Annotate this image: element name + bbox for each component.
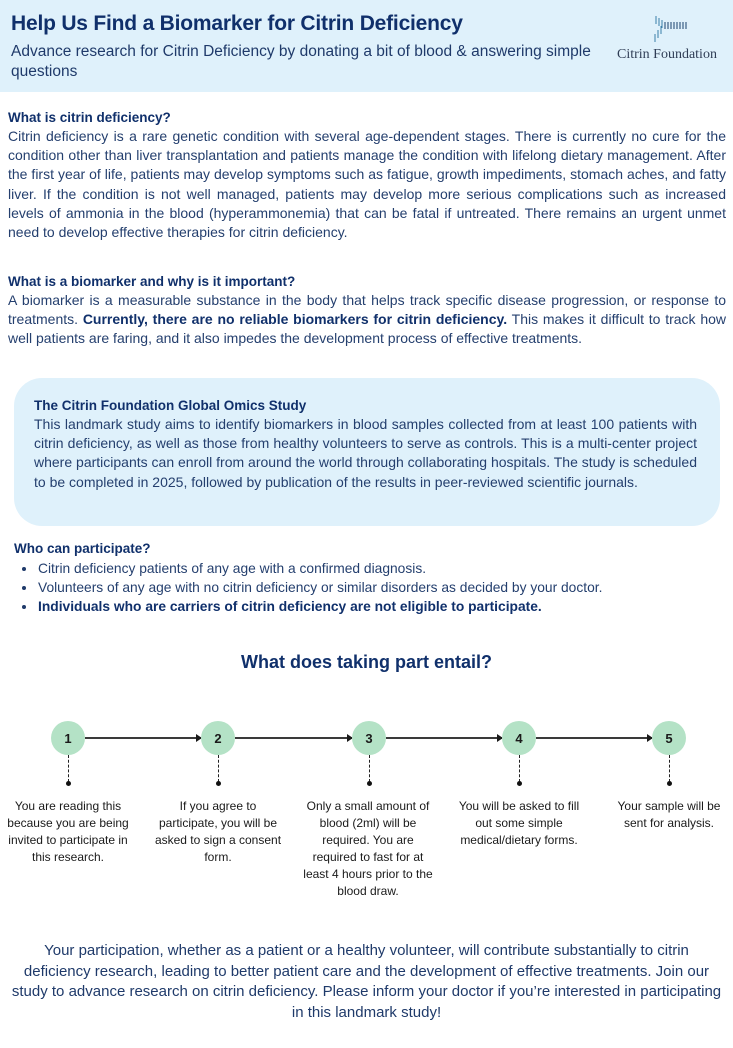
dashed-connector xyxy=(519,755,520,782)
step-4-description: You will be asked to fill out some simple medical/dietary forms. xyxy=(458,799,580,847)
dashed-connector xyxy=(68,755,69,782)
biomarker-body-text: A biomarker is a measurable substance in the body that helps track specific disease progression, or response to treatments. xyxy=(8,292,726,328)
connector-dot-icon xyxy=(367,781,372,786)
study-callout-box xyxy=(14,378,720,526)
barcode-bars-icon xyxy=(652,14,692,44)
eligibility-item: Citrin deficiency patients of any age with a confirmed diagnosis. xyxy=(14,559,714,578)
biomarker-section xyxy=(8,272,726,349)
biomarker-heading: What is a biomarker and why is it important? xyxy=(8,274,296,289)
step-3-description: Only a small amount of blood (2ml) will be required. You are required to fast for at least 4 hours prior to the blood draw. xyxy=(303,799,433,898)
page-subtitle: Advance research for Citrin Deficiency by donating a bit of blood & answering simple questions xyxy=(11,43,591,80)
arrow-right-icon xyxy=(536,737,652,739)
who-heading: Who can participate? xyxy=(14,541,151,556)
connector-dot-icon xyxy=(517,781,522,786)
connector-dot-icon xyxy=(667,781,672,786)
study-body: This landmark study aims to identify biomarkers in blood samples collected from at least 100 patients with citrin deficiency, as well as those from healthy volunteers to serve as controls. This is a multi-center project where participants can enroll from around the world through collaborating hospitals. The study is scheduled to be completed in 2025, followed by publication of the results in peer-reviewed scientific journals. xyxy=(34,416,697,490)
step-5-circle: 5 xyxy=(652,721,686,755)
closing-statement: Your participation, whether as a patient or a healthy volunteer, will contribute substantially to citrin deficiency research, leading to better patient care and the development of effective treatments. Join our study to advance research on citrin deficiency. Please inform your doctor if you’re interested in participating in this landmark study! xyxy=(11,942,722,1021)
dashed-connector xyxy=(669,755,670,782)
arrow-right-icon xyxy=(85,737,201,739)
step-2-circle: 2 xyxy=(201,721,235,755)
entail-heading: What does taking part entail? xyxy=(240,652,493,672)
dashed-connector xyxy=(369,755,370,782)
header-banner xyxy=(0,0,733,92)
step-1-circle: 1 xyxy=(51,721,85,755)
biomarker-emphasis: Currently, there are no reliable biomarkers for citrin deficiency. xyxy=(82,311,508,328)
eligibility-list xyxy=(14,559,714,616)
step-1-description: You are reading this because you are being invited to participate in this research. xyxy=(7,799,129,864)
step-2-description: If you agree to participate, you will be asked to sign a consent form. xyxy=(154,799,282,864)
step-4-circle: 4 xyxy=(502,721,536,755)
biomarker-body xyxy=(8,291,726,349)
eligibility-item-exclusion: Individuals who are carriers of citrin deficiency are not eligible to participate. xyxy=(14,597,714,616)
citrin-foundation-logo xyxy=(610,14,730,66)
dashed-connector xyxy=(218,755,219,782)
eligibility-item: Volunteers of any age with no citrin deficiency or similar disorders as decided by your doctor. xyxy=(14,578,714,597)
step-3-circle: 3 xyxy=(352,721,386,755)
step-5-description: Your sample will be sent for analysis. xyxy=(617,799,721,830)
what-is-body: Citrin deficiency is a rare genetic condition with several age-dependent stages. There is currently no cure for the condition other than liver transplantation and patients manage the condition with lifelong dietary management. After the first year of life, patients may develop symptoms such as fatigue, growth impediments, stomach aches, and fatty liver. If the condition is not well managed, patients may develop more serious complications such as increased levels of ammonia in the blood (hyperammonemia) that can be fatal if untreated. There remains an urgent unmet need to develop effective therapies for citrin deficiency. xyxy=(8,128,726,241)
logo-text: Citrin Foundation xyxy=(617,47,717,62)
who-can-participate-section xyxy=(14,539,714,616)
connector-dot-icon xyxy=(66,781,71,786)
biomarker-body-text-end: This makes it difficult to track how well patients are faring, and it also impedes the development process of effective treatments. xyxy=(8,311,726,347)
what-is-heading: What is citrin deficiency? xyxy=(8,110,171,125)
connector-dot-icon xyxy=(216,781,221,786)
process-timeline xyxy=(0,718,733,908)
page-title: Help Us Find a Biomarker for Citrin Deficiency xyxy=(11,12,463,35)
arrow-right-icon xyxy=(235,737,352,739)
arrow-right-icon xyxy=(386,737,502,739)
what-is-section xyxy=(8,108,726,242)
study-heading: The Citrin Foundation Global Omics Study xyxy=(34,398,307,413)
